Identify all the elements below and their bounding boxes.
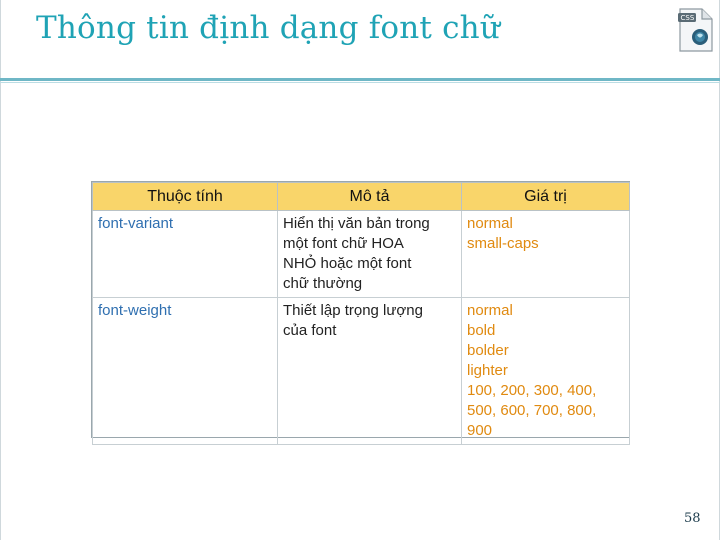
description-cell	[278, 211, 462, 298]
property-name: font-variant	[98, 215, 174, 232]
description-line: chữ thường	[283, 275, 363, 292]
description-line: của font	[283, 322, 337, 339]
table-header-row	[93, 183, 630, 211]
title-bar	[0, 0, 720, 84]
description-line: Thiết lập trọng lượng	[283, 302, 423, 319]
table-row	[93, 298, 630, 445]
description-line: một font chữ HOA	[283, 235, 404, 252]
value-item: 500, 600, 700, 800,	[467, 402, 597, 419]
css-file-icon	[670, 6, 718, 54]
header-value: Giá trị	[462, 183, 630, 211]
value-item: 100, 200, 300, 400,	[467, 382, 597, 399]
page-number: 58	[684, 511, 701, 526]
svg-text:CSS: CSS	[680, 14, 695, 23]
header-description: Mô tả	[278, 183, 462, 211]
value-item: normal	[467, 215, 513, 232]
title-divider-thin	[0, 82, 720, 83]
value-item: small-caps	[467, 235, 539, 252]
value-item: bold	[467, 322, 496, 339]
values-cell	[462, 211, 630, 298]
value-item: lighter	[467, 362, 508, 379]
value-item: normal	[467, 302, 513, 319]
description-cell	[278, 298, 462, 445]
value-item: bolder	[467, 342, 509, 359]
property-name: font-weight	[98, 302, 172, 319]
property-cell	[93, 298, 278, 445]
description-line: Hiển thị văn bản trong	[283, 215, 430, 232]
font-properties-table	[91, 181, 630, 438]
values-cell	[462, 298, 630, 445]
value-item: 900	[467, 422, 493, 439]
title-divider	[0, 78, 720, 81]
header-property: Thuộc tính	[93, 183, 278, 211]
table-row	[93, 211, 630, 298]
slide-title: Thông tin định dạng font chữ	[36, 10, 501, 46]
property-cell	[93, 211, 278, 298]
description-line: NHỎ hoặc một font	[283, 255, 412, 272]
